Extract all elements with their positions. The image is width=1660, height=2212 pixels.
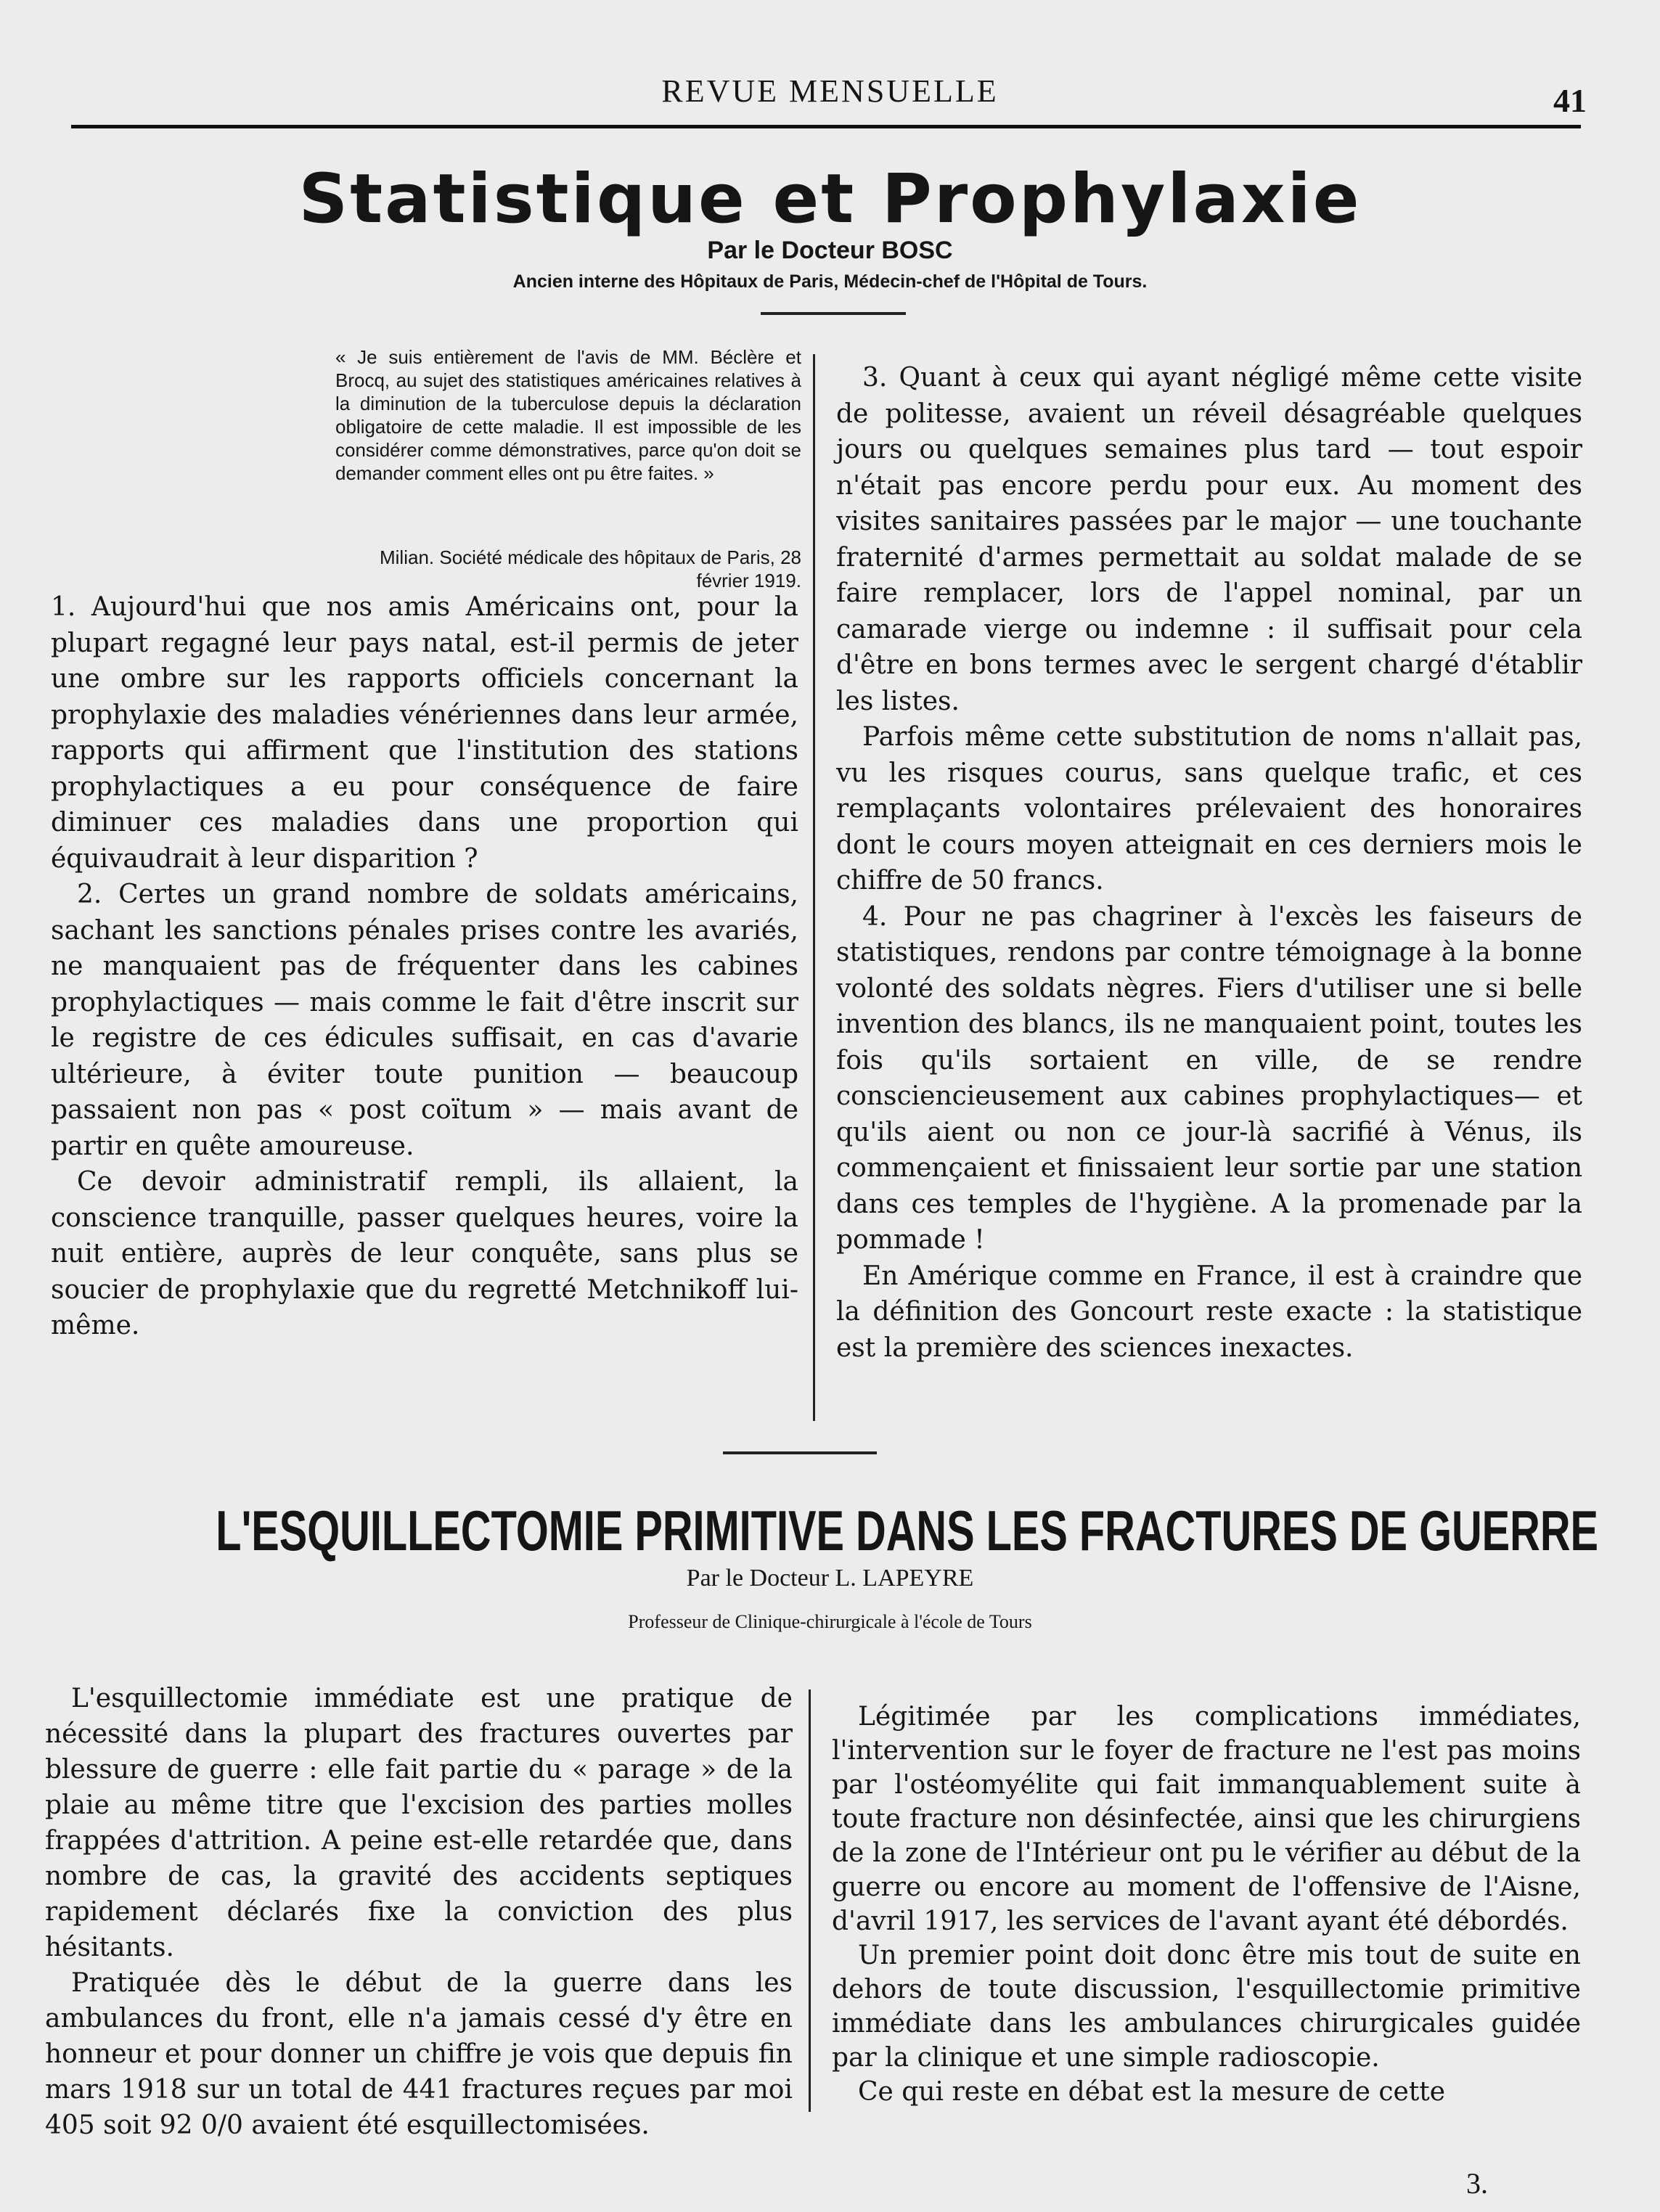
column-left <box>45 1681 793 2143</box>
column-right <box>832 1700 1581 2109</box>
column-divider <box>813 354 815 1421</box>
paragraph: Légitimée par les complications immédiates, l'intervention sur le foyer de fracture ne l'est pas moins par l'ostéomyélite qui fait immanquablement suite à toute fracture non désinfectée, ainsi que les chirurgiens de la zone de l'Intérieur ont pu le vérifier au début de la guerre ou encore au moment de l'offensive de l'Aisne, d'avril 1917, les services de l'avant ayant été débordés. <box>832 1702 1581 1936</box>
article-byline: Par le Docteur L. LAPEYRE <box>686 1565 974 1592</box>
paragraph: Ce qui reste en débat est la mesure de cette <box>858 2077 1446 2107</box>
paragraph: Parfois même cette substitution de noms n'allait pas, vu les risques courus, sans quelque trafic, et ces remplaçants volontaires prélevaient des honoraires dont le cours moyen atteignait en ces derniers mois le chiffre de 50 francs. <box>836 722 1582 896</box>
signature-mark: 3. <box>1466 2167 1488 2200</box>
article-title: L'ESQUILLECTOMIE PRIMITIVE DANS LES FRACTURES DE GUERRE <box>216 1499 1599 1562</box>
paragraph: 2. Certes un grand nombre de soldats américains, sachant les sanctions pénales prises contre les avariés, ne manquaient pas de fréquenter dans les cabines prophylactiques — mais comme le fait d'être inscrit sur le registre de ces édicules suffisait, en cas d'avarie ultérieure, à éviter toute punition — beaucoup passaient non pas « post coïtum » — mais avant de partir en quête amoureuse. <box>51 880 798 1161</box>
column-right <box>836 360 1582 1366</box>
paragraph: Ce devoir administratif rempli, ils allaient, la conscience tranquille, passer quelques heures, voire la nuit entière, auprès de leur conquête, sans plus se soucier de prophylaxie que du regretté Metchnikoff lui-même. <box>51 1167 798 1340</box>
epigraph-source: Milian. Société médicale des hôpitaux de Paris, 28 février 1919. <box>380 546 801 591</box>
title-rule <box>761 312 906 315</box>
paragraph: 3. Quant à ceux qui ayant négligé même cette visite de politesse, avaient un réveil désagréable quelques jours ou quelques semaines plus tard — tout espoir n'était pas encore perdu pour eux. Au moment des visites sanitaires passées par le major — une touchante fraternité d'armes permettait au soldat malade de se faire remplacer, lors de l'appel nominal, par un camarade vierge ou indemne : il suffisait pour cela d'être en bons termes avec le sergent chargé d'établir les listes. <box>836 363 1582 716</box>
section-rule <box>723 1451 877 1454</box>
epigraph-quote: « Je suis entièrement de l'avis de MM. Béclère et Brocq, au sujet des statistiques américaines relatives à la diminution de la tuberculose depuis la déclaration obligatoire de cette maladie. Il est impossible de les considérer comme démonstratives, parce qu'on doit se demander comment elles ont pu être faites. » <box>335 346 801 484</box>
header-rule <box>71 125 1581 128</box>
article-byline: Par le Docteur BOSC <box>707 237 953 264</box>
paragraph: 1. Aujourd'hui que nos amis Américains ont, pour la plupart regagné leur pays natal, est-il permis de jeter une ombre sur les rapports officiels concernant la prophylaxie des maladies vénériennes dans leur armée, rapports qui affirment que l'institution des stations prophylactiques a eu pour conséquence de faire diminuer ces maladies dans une proportion qui équivaudrait à leur disparition ? <box>51 592 798 874</box>
column-divider <box>809 1689 811 2112</box>
article-title: Statistique et Prophylaxie <box>298 160 1362 239</box>
column-left <box>51 589 798 1344</box>
paragraph: L'esquillectomie immédiate est une pratique de nécessité dans la plupart des fractures ouvertes par blessure de guerre : elle fait partie du « parage » de la plaie au même titre que l'excision des parties molles frappées d'attrition. A peine est-elle retardée que, dans nombre de cas, la gravité des accidents septiques rapidement déclarés fixe la conviction des plus hésitants. <box>45 1684 793 1962</box>
author-affiliation: Professeur de Clinique-chirurgicale à l'école de Tours <box>628 1611 1032 1632</box>
author-affiliation: Ancien interne des Hôpitaux de Paris, Médecin-chef de l'Hôpital de Tours. <box>512 271 1148 292</box>
page-number: 41 <box>1553 82 1587 119</box>
paragraph: 4. Pour ne pas chagriner à l'excès les faiseurs de statistiques, rendons par contre témoignage à la bonne volonté des soldats nègres. Fiers d'utiliser une si belle invention des blancs, ils ne manquaient point, toutes les fois qu'ils sortaient en ville, de se rendre consciencieusement aux cabines prophylactiques— et qu'ils aient ou non ce jour-là sacrifié à Vénus, ils commençaient et finissaient leur sortie par une station dans ces temples de l'hygiène. A la promenade par la pommade ! <box>836 901 1582 1255</box>
paragraph: Un premier point doit donc être mis tout de suite en dehors de toute discussion, l'esquillectomie primitive immédiate dans les ambulances chirurgicales guidée par la clinique et une simple radioscopie. <box>832 1941 1581 2073</box>
running-title: REVUE MENSUELLE <box>661 73 999 109</box>
paragraph: En Amérique comme en France, il est à craindre que la définition des Goncourt reste exacte : la statistique est la première des sciences inexactes. <box>836 1261 1582 1363</box>
paragraph: Pratiquée dès le début de la guerre dans les ambulances du front, elle n'a jamais cessé d'y être en honneur et pour donner un chiffre je vois que depuis fin mars 1918 sur un total de 441 fractures reçues par moi 405 soit 92 0/0 avaient été esquillectomisées. <box>45 1968 793 2140</box>
